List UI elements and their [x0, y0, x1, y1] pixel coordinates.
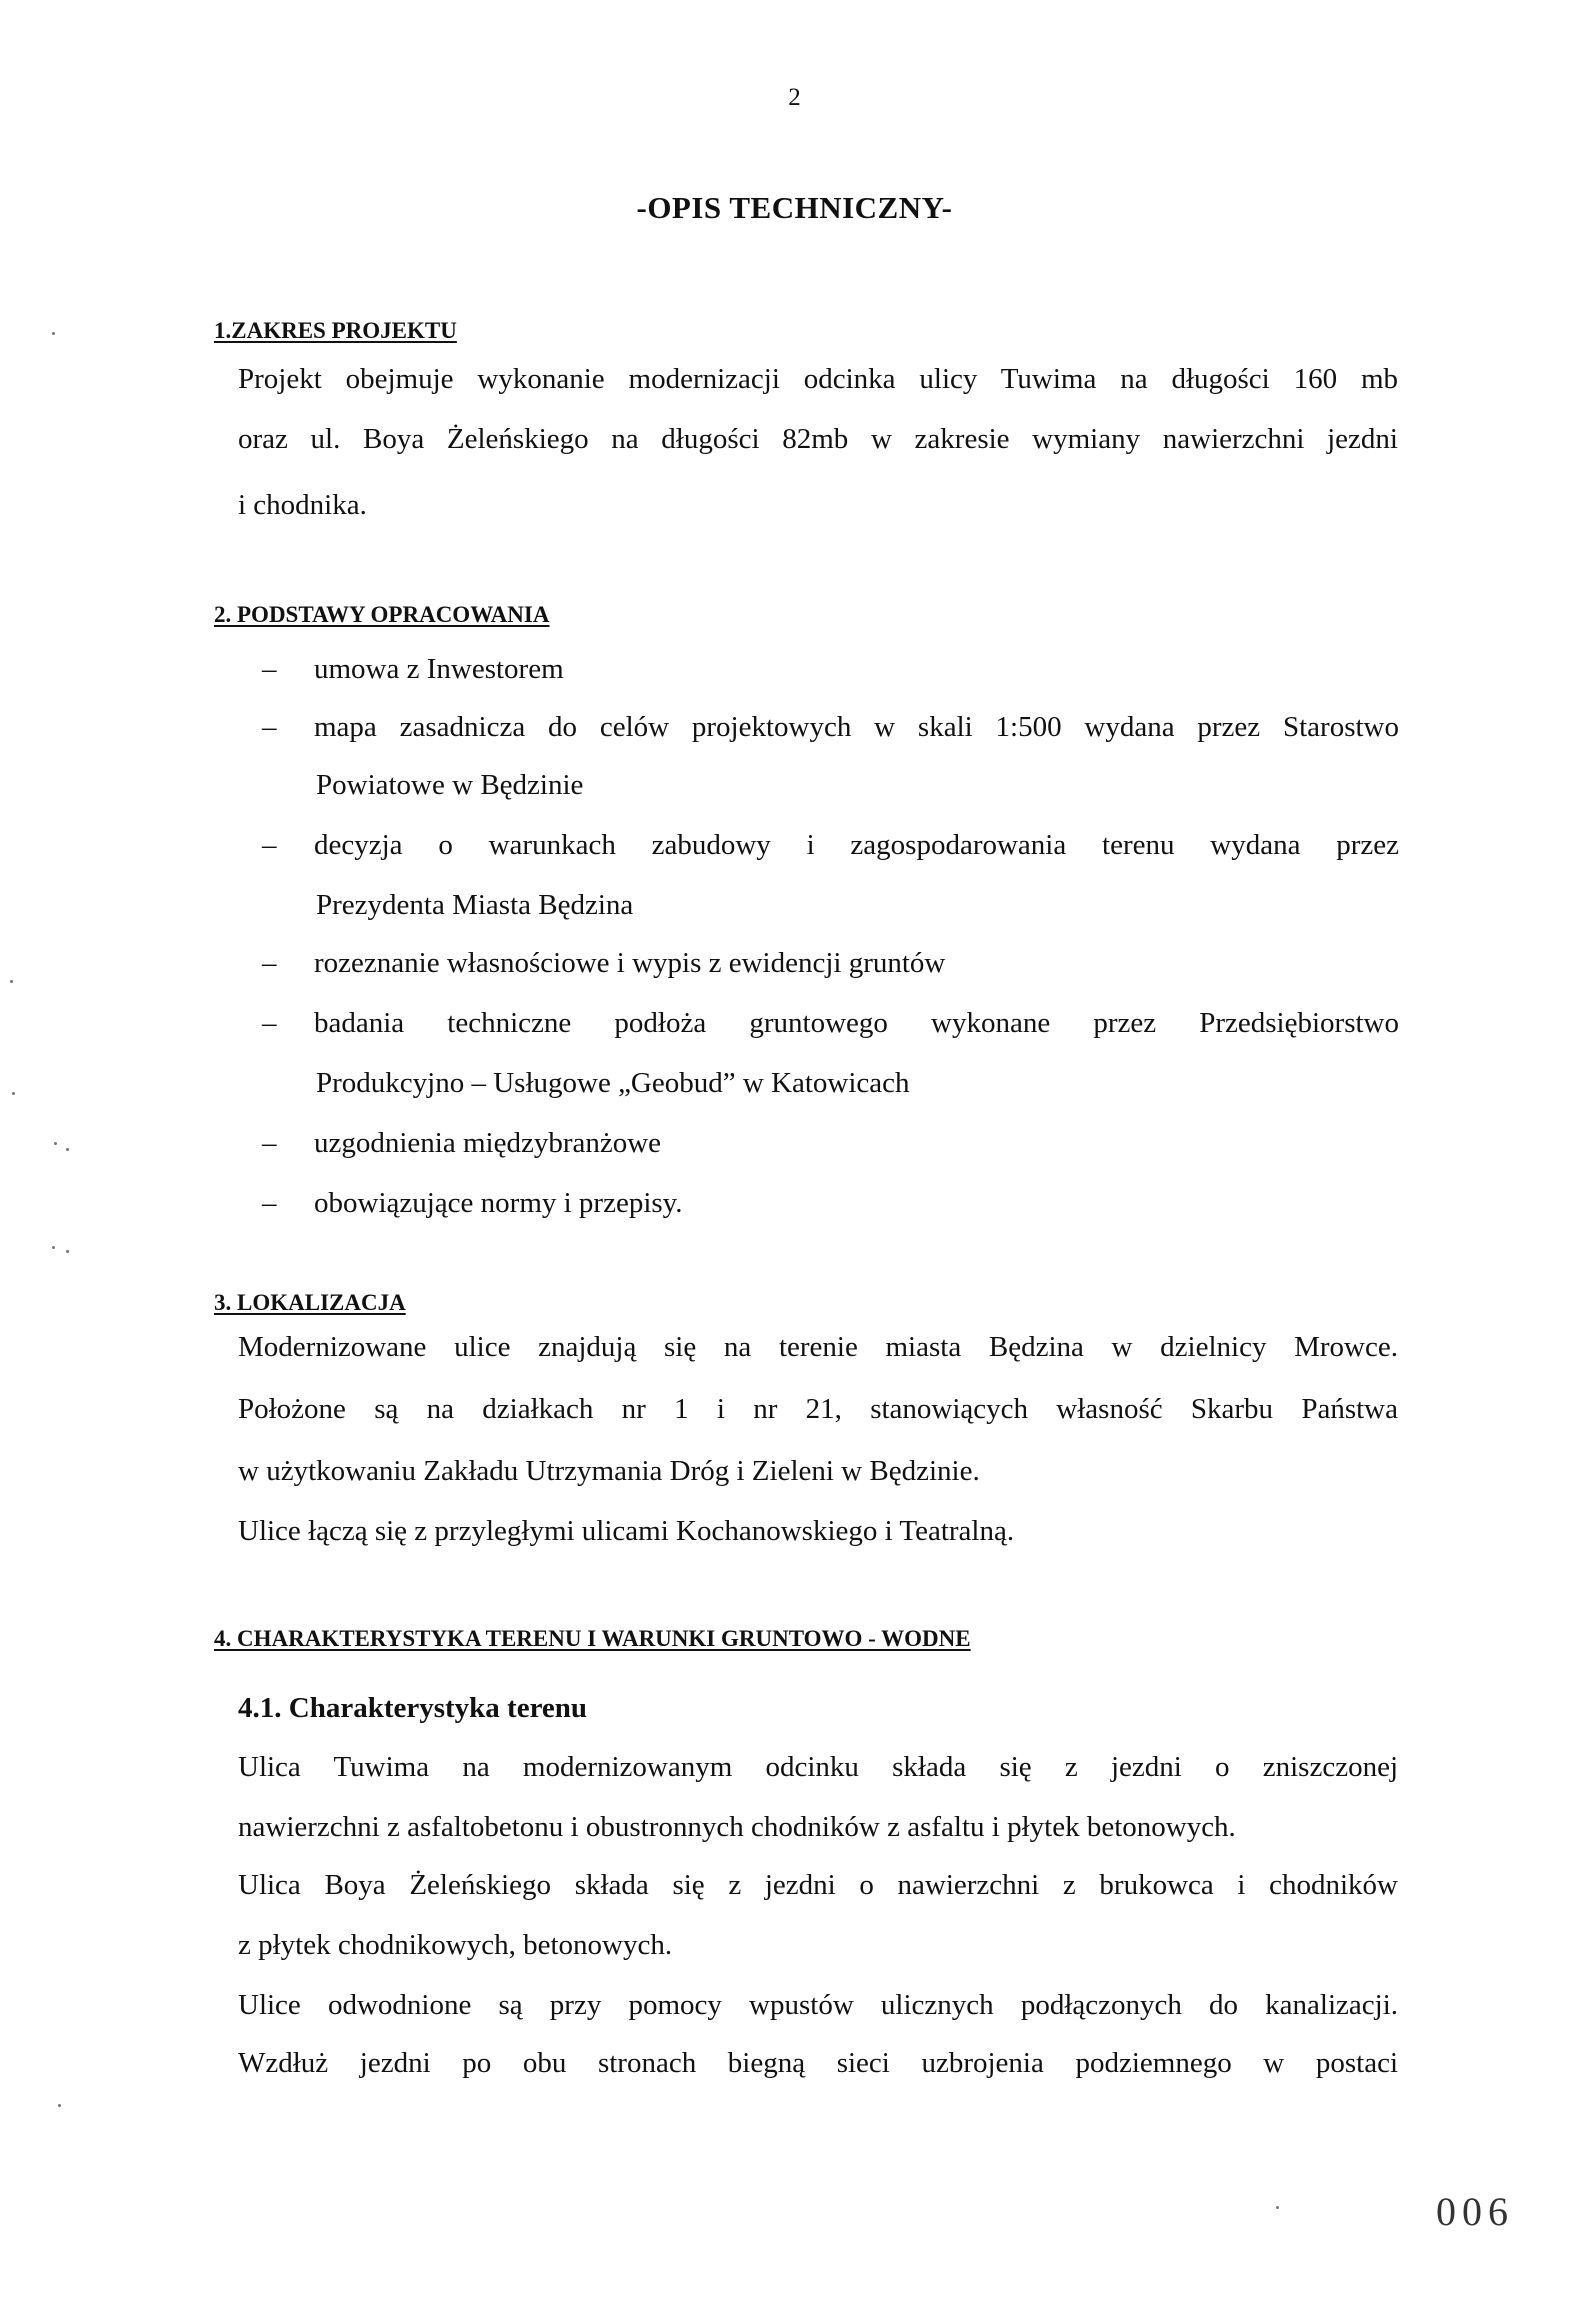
list-bullet: –	[262, 1127, 277, 1159]
page-stamp-number: 006	[1436, 2189, 1514, 2234]
scan-speck	[52, 1246, 55, 1249]
section-3-line: Modernizowane ulice znajdują się na terenie miasta Będzina w dzielnicy Mrowce.	[238, 1331, 1398, 1363]
section-4-1-heading: 4.1. Charakterystyka terenu	[238, 1692, 588, 1724]
scan-speck	[66, 1250, 69, 1253]
section-4-line: Ulica Boya Żeleńskiego składa się z jezdni o nawierzchni z brukowca i chodników	[238, 1869, 1398, 1901]
section-1-line: oraz ul. Boya Żeleńskiego na długości 82mb w zakresie wymiany nawierzchni jezdni	[238, 423, 1398, 455]
list-item: rozeznanie własnościowe i wypis z ewidencji gruntów	[314, 947, 946, 979]
list-item-continuation: Prezydenta Miasta Będzina	[316, 889, 634, 921]
document-title: -OPIS TECHNICZNY-	[636, 190, 953, 225]
section-3-heading: 3. LOKALIZACJA	[214, 1290, 406, 1315]
list-bullet: –	[262, 829, 277, 861]
section-4-heading: 4. CHARAKTERYSTYKA TERENU I WARUNKI GRUNTOWO - WODNE	[214, 1626, 971, 1651]
section-4-line: z płytek chodnikowych, betonowych.	[238, 1929, 673, 1961]
scan-speck	[52, 332, 55, 335]
section-4-line: nawierzchni z asfaltobetonu i obustronnych chodników z asfaltu i płytek betonowych.	[238, 1811, 1236, 1843]
section-1-line: Projekt obejmuje wykonanie modernizacji odcinka ulicy Tuwima na długości 160 mb	[238, 363, 1398, 395]
section-2-heading: 2. PODSTAWY OPRACOWANIA	[214, 602, 550, 627]
list-item: uzgodnienia międzybranżowe	[314, 1127, 662, 1159]
scan-speck	[66, 1148, 69, 1151]
list-item-continuation: Produkcyjno – Usługowe „Geobud” w Katowicach	[316, 1067, 910, 1099]
list-item: badania techniczne podłoża gruntowego wykonane przez Przedsiębiorstwo	[314, 1007, 1399, 1039]
section-3-line: Położone są na działkach nr 1 i nr 21, stanowiących własność Skarbu Państwa	[238, 1393, 1398, 1425]
scan-speck	[12, 1092, 15, 1095]
list-bullet: –	[262, 947, 277, 979]
page-number: 2	[788, 84, 801, 111]
section-3-line: Ulice łączą się z przyległymi ulicami Kochanowskiego i Teatralną.	[238, 1515, 1015, 1547]
section-3-line: w użytkowaniu Zakładu Utrzymania Dróg i Zieleni w Będzinie.	[238, 1455, 980, 1487]
scan-speck	[58, 2104, 61, 2107]
section-1-heading: 1.ZAKRES PROJEKTU	[214, 318, 457, 343]
section-4-line: Ulica Tuwima na modernizowanym odcinku składa się z jezdni o zniszczonej	[238, 1751, 1398, 1783]
list-bullet: –	[262, 1007, 277, 1039]
section-1-line: i chodnika.	[238, 489, 367, 521]
list-bullet: –	[262, 1187, 277, 1219]
list-bullet: –	[262, 653, 277, 685]
list-item: mapa zasadnicza do celów projektowych w skali 1:500 wydana przez Starostwo	[314, 711, 1399, 743]
list-item: decyzja o warunkach zabudowy i zagospodarowania terenu wydana przez	[314, 829, 1399, 861]
list-item: obowiązujące normy i przepisy.	[314, 1187, 683, 1219]
scan-speck	[10, 980, 13, 983]
list-bullet: –	[262, 711, 277, 743]
scan-speck	[54, 1142, 57, 1145]
list-item: umowa z Inwestorem	[314, 653, 564, 685]
section-4-line: Ulice odwodnione są przy pomocy wpustów ulicznych podłączonych do kanalizacji.	[238, 1989, 1398, 2021]
section-4-line: Wzdłuż jezdni po obu stronach biegną sieci uzbrojenia podziemnego w postaci	[238, 2047, 1398, 2079]
scan-speck	[1276, 2206, 1279, 2209]
list-item-continuation: Powiatowe w Będzinie	[316, 769, 584, 801]
